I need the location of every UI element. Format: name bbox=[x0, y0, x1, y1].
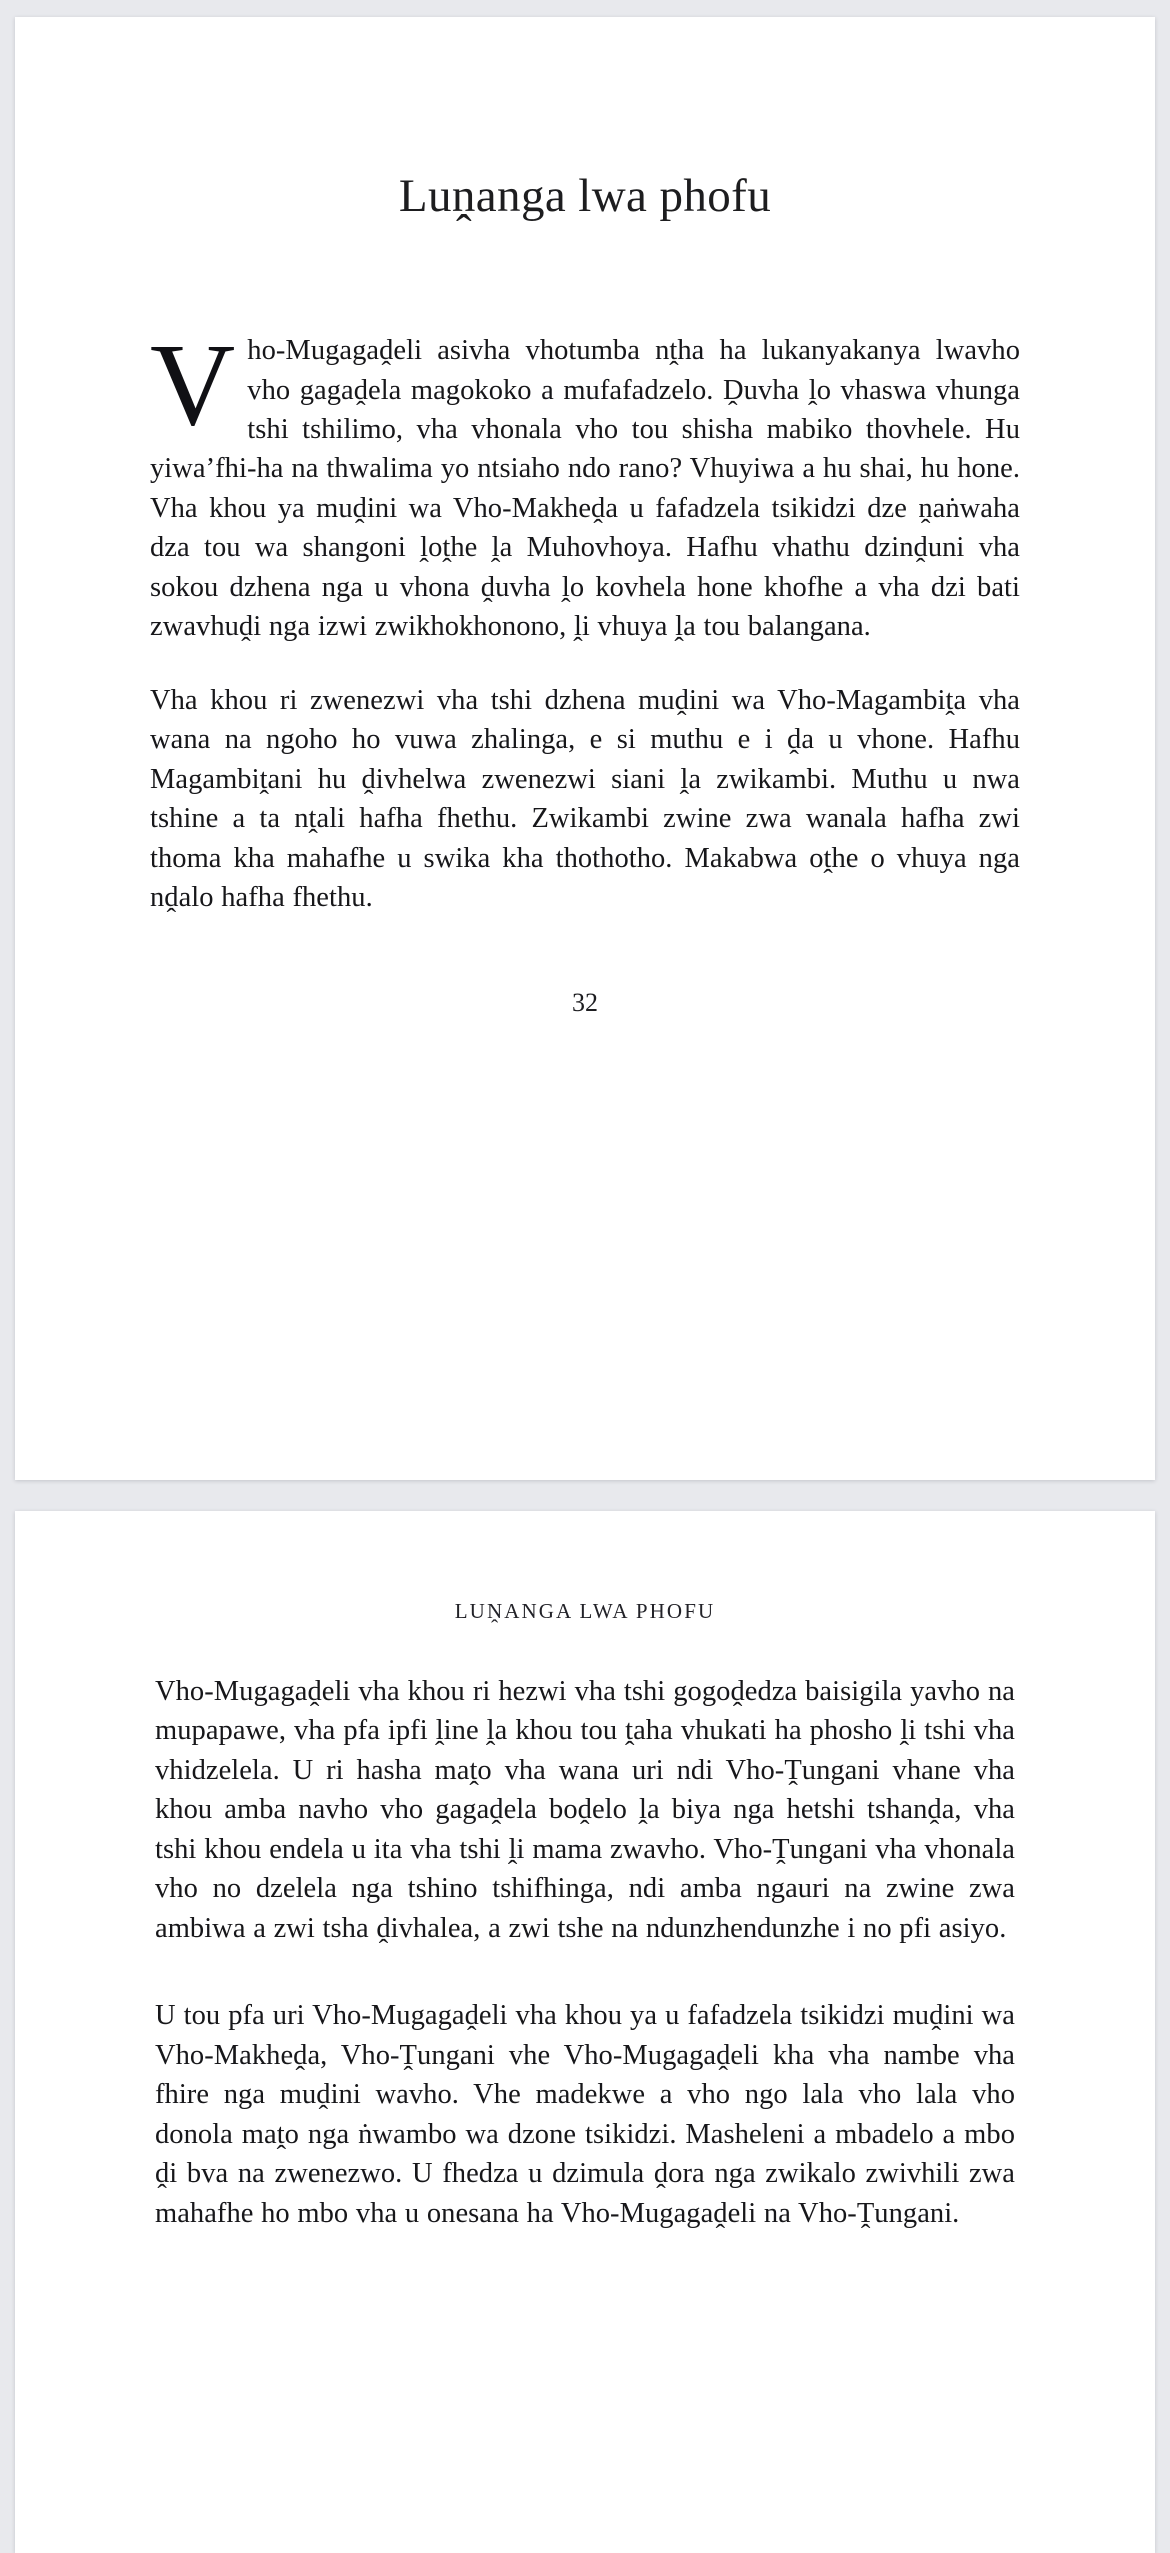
drop-cap-letter: V bbox=[150, 319, 236, 451]
running-head: LUṊANGA LWA PHOFU bbox=[454, 1599, 716, 1623]
paragraph-text: Vha khou ri zwenezwi vha tshi dzhena muḓini wa Vho-Magambiṱa vha wana na ngoho ho vuwa zhalinga, e si muthu e i ḓa u vhone. Hafhu Magambiṱani hu ḓivhelwa zwenezwi siani ḽa zwikambi. Muthu u nwa tshine a ta nṱali hafha fhethu. Zwikambi zwine zwa wanala hafha zwi thoma kha mahafhe u swika kha thothotho. Makabwa oṱhe o vhuya nga nḓalo hafha fhethu. bbox=[150, 684, 1020, 914]
page-32-body bbox=[150, 223, 1020, 918]
page-33-body bbox=[155, 1624, 1015, 2233]
chapter-title: Luṋanga lwa phofu bbox=[398, 170, 772, 222]
paragraph bbox=[150, 319, 1020, 647]
paragraph bbox=[155, 1996, 1015, 2233]
paragraph-text: U tou pfa uri Vho-Mugagaḓeli vha khou ya u fafadzela tsikidzi muḓini wa Vho-Makheḓa, Vho-Ṱungani vhe Vho-Mugagaḓeli kha vha nambe vha fhire nga muḓini wavho. Vhe madekwe a vho ngo lala vho lala vho donola maṱo nga ṅwambo wa dzone tsikidzi. Masheleni a mbadelo a mbo ḓi bva na zwenezwo. U fhedza u dzimula ḓora nga zwikalo zwivhili zwa mahafhe ho mbo vha u onesana ha Vho-Mugagaḓeli na Vho-Ṱungani. bbox=[155, 2000, 1015, 2229]
page-number: 32 bbox=[572, 987, 598, 1017]
paragraph bbox=[150, 681, 1020, 918]
paragraph bbox=[155, 1672, 1015, 1948]
paragraph-text: Vho-Mugagaḓeli vha khou ri hezwi vha tshi gogoḓedza baisigila yavho na mupapawe, vha pfa ipfi ḽine ḽa khou tou ṱaha vhukati ha phosho ḽi tshi vha vhidzelela. U ri hasha maṱo vha wana uri ndi Vho-Ṱungani vhane vha khou amba navho vho gagaḓela boḓelo ḽa biya nga hetshi tshanḓa, vha tshi khou endela u ita vha tshi ḽi mama zwavho. Vho-Ṱungani vha vhonala vho no dzelela nga tshino tshifhinga, ndi amba ngauri na zwine zwa ambiwa a zwi tsha ḓivhalea, a zwi tshe na ndunzhendunzhe i no pfi asiyo. bbox=[155, 1676, 1015, 1944]
paragraph-spacer bbox=[155, 1982, 1015, 1996]
book-page-33 bbox=[15, 1511, 1155, 2553]
book-page-32 bbox=[15, 17, 1155, 1480]
paragraph-text: ho-Mugagaḓeli asivha vhotumba nṱha ha lukanyakanya lwavho vho gagaḓela magokoko a mufafadzelo. Ḓuvha ḽo vhaswa vhunga tshi tshilimo, vha vhonala vho tou shisha mabiko thovhele. Hu yiwa’fhi-ha na thwalima yo ntsiaho ndo rano? Vhuyiwa a hu shai, hu hone. Vha khou ya muḓini wa Vho-Makheḓa u fafadzela tsikidzi dze ṋaṅwaha dza tou wa shangoni ḽoṱhe ḽa Muhovhoya. Hafhu vhathu dzinḓuni vha sokou dzhena nga u vhona ḓuvha ḽo kovhela hone khofhe a vha dzi bati zwavhuḓi nga izwi zwikhokhonono, ḽi vhuya ḽa tou balangana. bbox=[150, 335, 1020, 643]
